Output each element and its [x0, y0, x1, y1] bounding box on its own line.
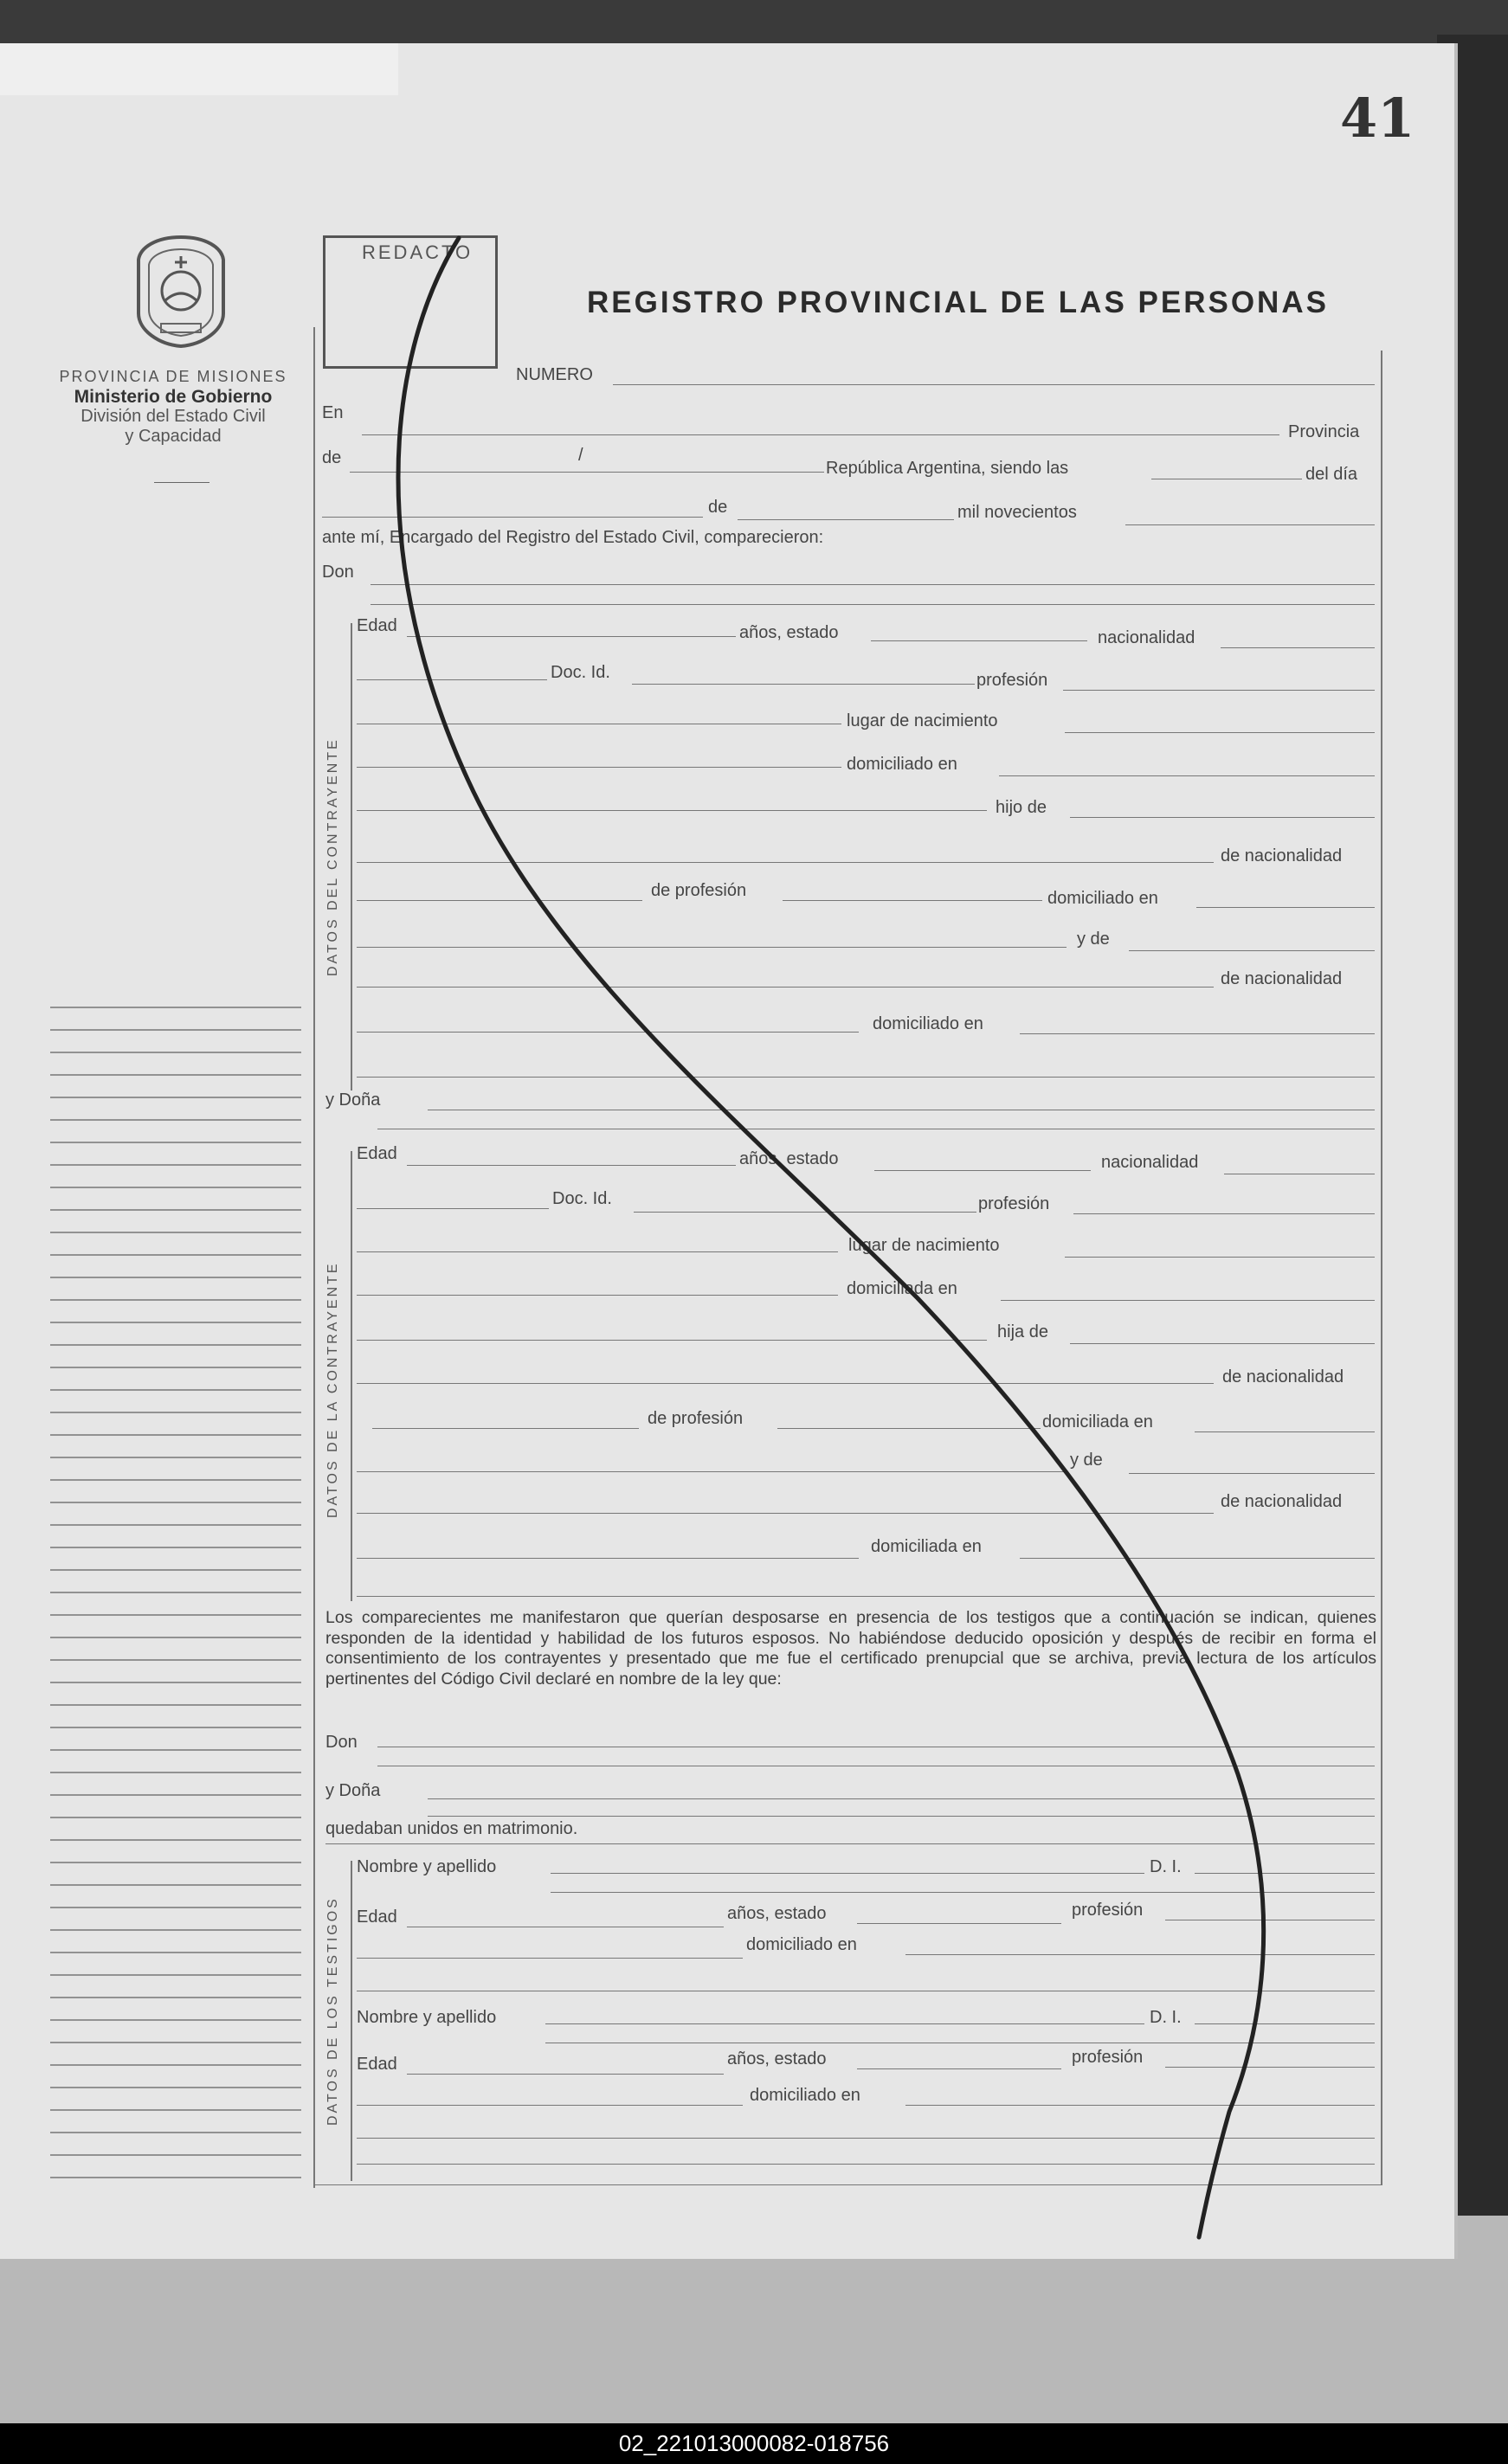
decl-y-dona-label: y Doña — [325, 1781, 381, 1800]
page-title: REGISTRO PROVINCIAL DE LAS PERSONAS — [587, 286, 1329, 319]
ce-doc-label: Doc. Id. — [551, 663, 610, 682]
de-field-mark: / — [578, 446, 583, 465]
ce-de-nacionalidad2-label: de nacionalidad — [1221, 969, 1343, 988]
t2-anos-estado-label: años, estado — [727, 2049, 827, 2068]
ce-nacionalidad-label: nacionalidad — [1098, 628, 1195, 647]
y-dona-label: y Doña — [325, 1090, 381, 1110]
contrayente-side-label: DATOS DEL CONTRAYENTE — [325, 737, 340, 976]
ce-domiciliado-en3-label: domiciliado en — [873, 1014, 983, 1033]
t1-profesion-label: profesión — [1072, 1901, 1144, 1920]
ce-profesion-label: profesión — [976, 671, 1048, 690]
ce-domiciliado-en2-label: domiciliado en — [1047, 889, 1158, 908]
ca-domiciliada-label: domiciliada en — [847, 1279, 957, 1298]
ante-label: ante mí, Encargado del Registro del Estado Civil, comparecieron: — [322, 528, 824, 547]
ce-anos-estado-label: años, estado — [739, 623, 839, 642]
t1-anos-estado-label: años, estado — [727, 1904, 827, 1923]
t2-di-label: D. I. — [1150, 2008, 1182, 2027]
t2-nombre-label: Nombre y apellido — [357, 2008, 497, 2027]
declaration-text: Los comparecientes me manifestaron que querían desposarse en presencia de los testigos que a continuación se indican, quienes responden de la identidad y habilidad de los futuros esposos. No habiéndose deducido oposición y después de recibir en forma el consentimiento de los contrayentes y presentado que me fue el certificado prenupcial que se archiva, previa lectura de los artículos pertinentes del Código Civil declaré en nombre de la ley que: — [325, 1608, 1376, 1689]
ce-y-de-label: y de — [1077, 930, 1110, 949]
decl-don-label: Don — [325, 1733, 358, 1752]
t2-edad-label: Edad — [357, 2055, 397, 2074]
quedaban-text: quedaban unidos en matrimonio. — [325, 1819, 578, 1838]
ca-profesion-label: profesión — [978, 1194, 1050, 1213]
ca-domiciliada-en3-label: domiciliada en — [871, 1537, 982, 1556]
t1-domiciliado-label: domiciliado en — [746, 1935, 857, 1954]
t1-di-label: D. I. — [1150, 1857, 1182, 1876]
ce-lugar-label: lugar de nacimiento — [847, 711, 998, 730]
footer-id: 02_221013000082-018756 — [0, 2423, 1508, 2464]
ministry-line: Ministerio de Gobierno — [74, 387, 273, 407]
ca-hija-de-label: hija de — [997, 1322, 1048, 1341]
ca-domiciliada-en2-label: domiciliada en — [1042, 1412, 1153, 1431]
don-label: Don — [322, 563, 354, 582]
province-line: PROVINCIA DE MISIONES — [59, 368, 287, 385]
ca-lugar-label: lugar de nacimiento — [848, 1236, 1000, 1255]
t2-profesion-label: profesión — [1072, 2048, 1144, 2067]
testigos-side-label: DATOS DE LOS TESTIGOS — [325, 1896, 340, 2126]
provincia-label: Provincia — [1288, 422, 1360, 441]
ca-anos-estado-label: años, estado — [739, 1149, 839, 1168]
ca-doc-label: Doc. Id. — [552, 1189, 612, 1208]
ce-de-profesion-label: de profesión — [651, 881, 747, 900]
de-label: de — [322, 448, 342, 467]
t2-domiciliado-label: domiciliado en — [750, 2086, 860, 2105]
mil-novecientos-label: mil novecientos — [957, 503, 1077, 522]
ce-de-nacionalidad-label: de nacionalidad — [1221, 846, 1343, 865]
del-dia-label: del día — [1305, 465, 1358, 484]
en-label: En — [322, 403, 344, 422]
stamp-text: REDACTO — [362, 241, 474, 263]
page-number: 41 — [1340, 87, 1415, 150]
ce-hijo-de-label: hijo de — [996, 798, 1047, 817]
ca-edad-label: Edad — [357, 1144, 397, 1163]
cancellation-line — [398, 238, 1264, 2237]
capacity-line: y Capacidad — [125, 427, 222, 446]
ce-domiciliado-label: domiciliado en — [847, 755, 957, 774]
ca-nacionalidad-label: nacionalidad — [1101, 1153, 1199, 1172]
republica-label: República Argentina, siendo las — [826, 459, 1069, 478]
ca-de-nacionalidad2-label: de nacionalidad — [1221, 1492, 1343, 1511]
ce-edad-label: Edad — [357, 616, 397, 635]
ca-y-de-label: y de — [1070, 1451, 1103, 1470]
t1-nombre-label: Nombre y apellido — [357, 1857, 497, 1876]
de2-label: de — [708, 498, 728, 517]
numero-label: NUMERO — [516, 365, 593, 384]
contrayenta-side-label: DATOS DE LA CONTRAYENTE — [325, 1261, 340, 1518]
ca-de-nacionalidad-label: de nacionalidad — [1222, 1367, 1344, 1386]
ca-de-profesion-label: de profesión — [648, 1409, 744, 1428]
t1-edad-label: Edad — [357, 1908, 397, 1927]
division-line: División del Estado Civil — [81, 407, 266, 426]
